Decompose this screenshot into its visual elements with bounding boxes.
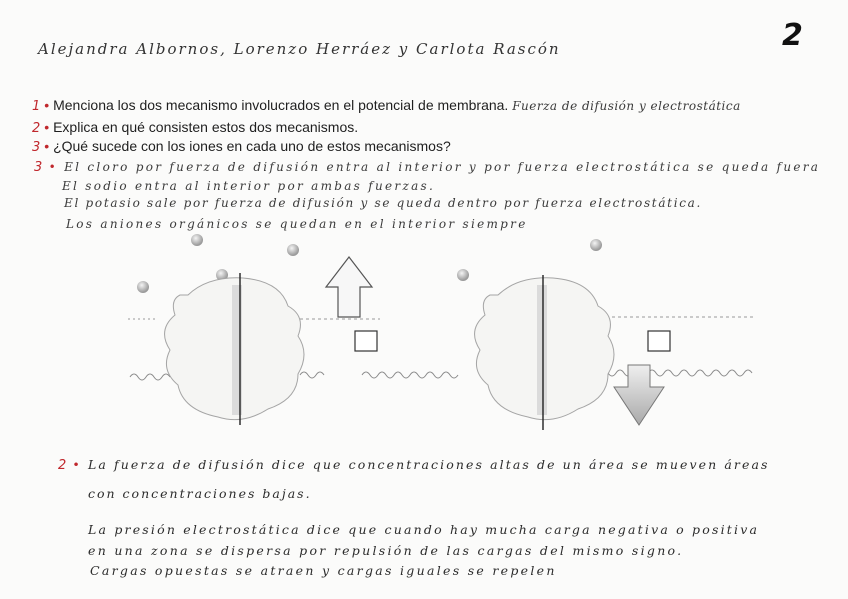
up-arrow-icon bbox=[326, 257, 372, 317]
ion-pump-square bbox=[355, 331, 377, 351]
answer-2-marker: 2 bbox=[58, 458, 69, 473]
answer-2-line-1 bbox=[58, 457, 770, 473]
ion-particle bbox=[287, 244, 299, 256]
answer-3-line-2: El sodio entra al interior por ambas fuerzas. bbox=[62, 179, 436, 193]
ion-particle bbox=[191, 234, 203, 246]
bullet-icon: • bbox=[48, 160, 58, 174]
bullet-icon: • bbox=[44, 119, 50, 135]
answer-2-text-1: La fuerza de difusión dice que concentraciones altas de un área se mueven áreas bbox=[87, 457, 770, 472]
answer-3-text-1: El cloro por fuerza de difusión entra al interior y por fuerza electrostática se queda fuera bbox=[64, 160, 821, 174]
page-number: 2 bbox=[782, 18, 803, 53]
question-2-marker: 2 bbox=[32, 121, 41, 136]
authors-line: Alejandra Albornos, Lorenzo Herráez y Carlota Rascón bbox=[38, 40, 561, 58]
membrane-diagram bbox=[0, 225, 848, 440]
ion-particle bbox=[137, 281, 149, 293]
question-2-text: Explica en qué consisten estos dos mecanismos. bbox=[53, 119, 359, 135]
bullet-icon: • bbox=[44, 138, 50, 154]
question-1-marker: 1 bbox=[32, 99, 41, 114]
answer-3-line-1 bbox=[34, 160, 820, 175]
question-1-text: Menciona los dos mecanismo involucrados en el potencial de membrana. bbox=[53, 97, 509, 113]
question-3 bbox=[32, 138, 451, 155]
bullet-icon: • bbox=[72, 457, 82, 472]
question-1-handwritten-answer: Fuerza de difusión y electrostática bbox=[512, 99, 741, 113]
answer-2-line-5: en una zona se dispersa por repulsión de las cargas del mismo signo. bbox=[88, 543, 684, 558]
question-2 bbox=[32, 119, 358, 136]
ion-particle bbox=[457, 269, 469, 281]
answer-3-line-3: El potasio sale por fuerza de difusión y se queda dentro por fuerza electrostática. bbox=[64, 196, 703, 210]
question-3-marker: 3 bbox=[32, 140, 41, 155]
question-1 bbox=[32, 97, 741, 114]
bullet-icon: • bbox=[44, 97, 50, 113]
answer-2-line-4: La presión electrostática dice que cuando hay mucha carga negativa o positiva bbox=[88, 522, 760, 537]
channel-protein-left bbox=[165, 273, 304, 425]
channel-protein-right bbox=[475, 275, 614, 430]
answer-2-line-6: Cargas opuestas se atraen y cargas iguales se repelen bbox=[90, 563, 557, 578]
answer-3-line-4: Los aniones orgánicos se quedan en el interior siempre bbox=[66, 217, 528, 231]
answer-2-line-2: con concentraciones bajas. bbox=[88, 486, 312, 501]
answer-3-marker: 3 bbox=[34, 160, 45, 175]
question-3-text: ¿Qué sucede con los iones en cada uno de estos mecanismos? bbox=[53, 138, 451, 154]
ion-pump-square bbox=[648, 331, 670, 351]
ion-particle bbox=[590, 239, 602, 251]
